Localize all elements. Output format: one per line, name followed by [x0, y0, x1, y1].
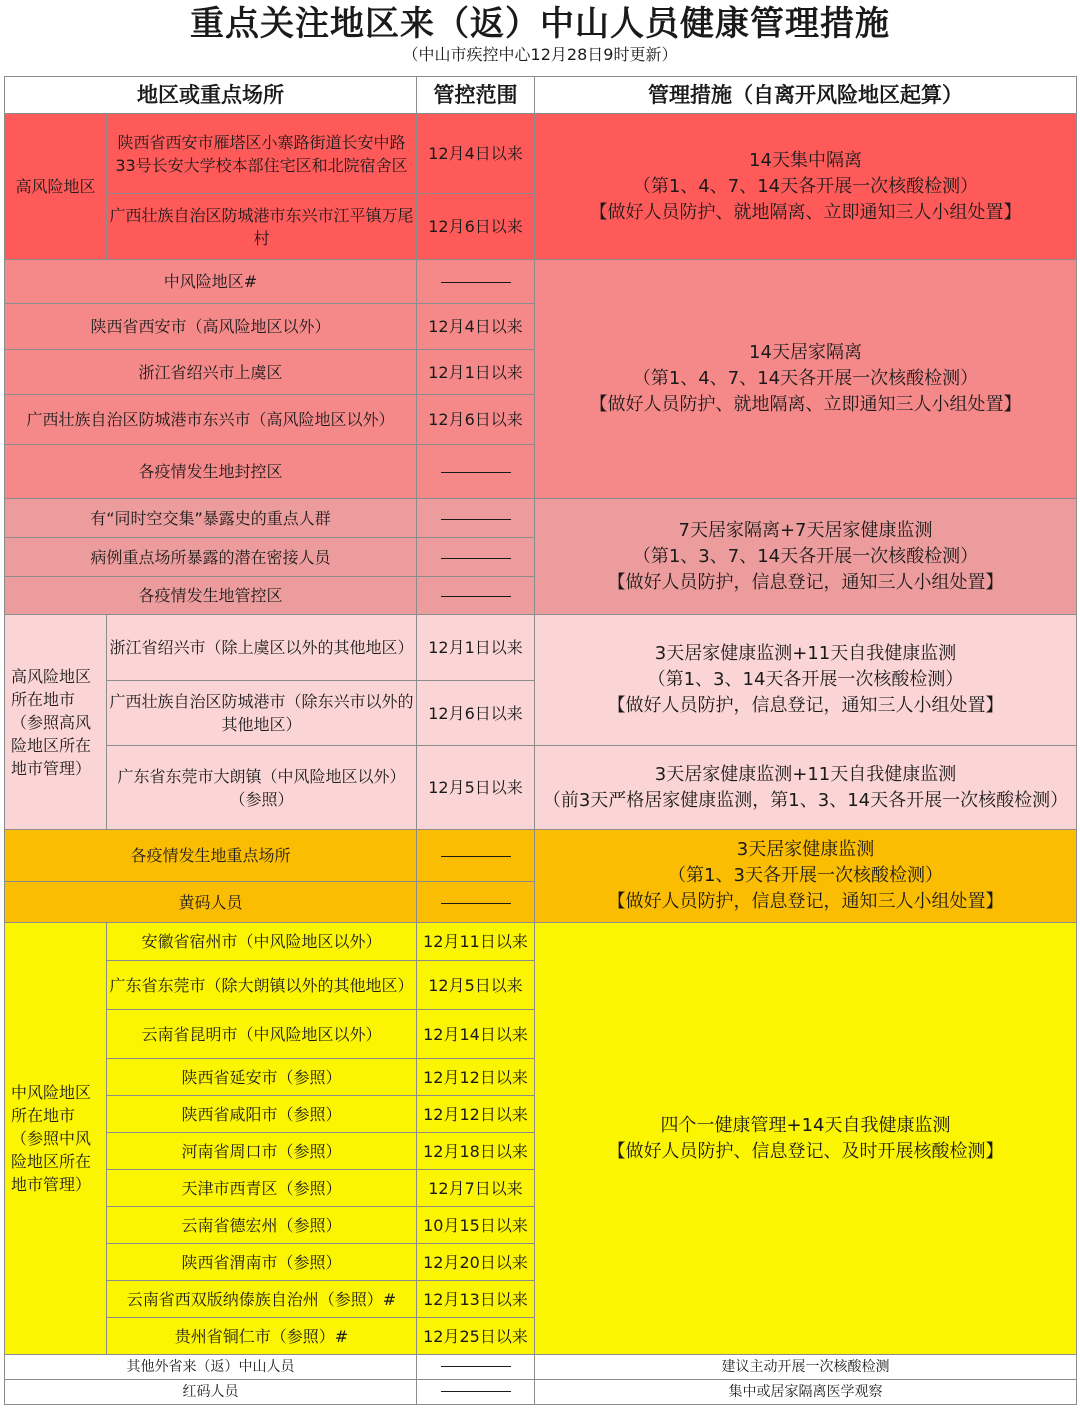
scope-cell: 12月6日以来	[417, 395, 535, 445]
measure-cell	[535, 923, 1077, 1355]
scope-cell	[417, 577, 535, 615]
area-cell: 红码人员	[5, 1380, 417, 1405]
dash-line	[441, 558, 511, 559]
scope-cell: 12月6日以来	[417, 194, 535, 260]
dash-line	[441, 903, 511, 904]
measure-line: 14天集中隔离	[749, 149, 862, 171]
group-label: 中风险地区所在地市（参照中风险地区所在地市管理）	[5, 923, 107, 1355]
scope-cell: 12月20日以来	[417, 1244, 535, 1281]
measure-cell: 集中或居家隔离医学观察	[535, 1380, 1077, 1405]
table-row	[5, 1355, 1077, 1380]
dash-line	[441, 856, 511, 857]
scope-cell: 10月15日以来	[417, 1207, 535, 1244]
scope-cell: 12月11日以来	[417, 923, 535, 961]
page-title: 重点关注地区来（返）中山人员健康管理措施	[190, 4, 890, 44]
table-row	[5, 499, 1077, 538]
area-cell: 云南省德宏州（参照）	[107, 1207, 417, 1244]
area-cell: 贵州省铜仁市（参照）#	[107, 1318, 417, 1355]
measure-line: 【做好人员防护，信息登记，通知三人小组处置】	[607, 695, 1004, 716]
dash-line	[441, 1366, 511, 1367]
area-cell: 陕西省咸阳市（参照）	[107, 1096, 417, 1133]
measure-line: （第1、3天各开展一次核酸检测）	[668, 865, 943, 886]
scope-cell	[417, 538, 535, 577]
measure-cell: 建议主动开展一次核酸检测	[535, 1355, 1077, 1380]
scope-cell: 12月1日以来	[417, 615, 535, 681]
area-cell: 各疫情发生地重点场所	[5, 830, 417, 882]
area-cell: 广西壮族自治区防城港市（除东兴市以外的其他地区）	[107, 681, 417, 746]
measure-line: （第1、3、14天各开展一次核酸检测）	[647, 669, 964, 690]
scope-cell: 12月14日以来	[417, 1010, 535, 1059]
area-cell: 浙江省绍兴市（除上虞区以外的其他地区）	[107, 615, 417, 681]
measure-line: 【做好人员防护、就地隔离、立即通知三人小组处置】	[589, 201, 1022, 223]
area-cell: 病例重点场所暴露的潜在密接人员	[5, 538, 417, 577]
table-row	[5, 923, 1077, 961]
dash-line	[441, 1391, 511, 1392]
area-cell: 中风险地区#	[5, 260, 417, 304]
table-row	[5, 615, 1077, 681]
scope-cell: 12月4日以来	[417, 304, 535, 350]
area-cell: 各疫情发生地管控区	[5, 577, 417, 615]
area-cell: 云南省昆明市（中风险地区以外）	[107, 1010, 417, 1059]
measure-cell	[535, 114, 1077, 260]
scope-cell	[417, 445, 535, 499]
scope-cell: 12月25日以来	[417, 1318, 535, 1355]
measure-line: 7天居家隔离+7天居家健康监测	[678, 519, 933, 541]
scope-cell	[417, 882, 535, 923]
scope-cell: 12月7日以来	[417, 1170, 535, 1207]
measure-line: （第1、3、7、14天各开展一次核酸检测）	[632, 545, 979, 567]
scope-cell: 12月13日以来	[417, 1281, 535, 1318]
scope-cell	[417, 830, 535, 882]
area-cell: 广东省东莞市大朗镇（中风险地区以外）（参照）	[107, 746, 417, 830]
update-note: （中山市疾控中心12月28日9时更新）	[402, 45, 678, 64]
scope-cell: 12月6日以来	[417, 681, 535, 746]
area-cell: 广西壮族自治区防城港市东兴市江平镇万尾村	[107, 194, 417, 260]
measure-cell	[535, 499, 1077, 615]
area-cell: 云南省西双版纳傣族自治州（参照）#	[107, 1281, 417, 1318]
area-cell: 陕西省西安市（高风险地区以外）	[5, 304, 417, 350]
area-cell: 广西壮族自治区防城港市东兴市（高风险地区以外）	[5, 395, 417, 445]
measure-line: （第1、4、7、14天各开展一次核酸检测）	[632, 175, 979, 197]
header-measure: 管理措施（自离开风险地区起算）	[535, 77, 1077, 114]
table-row	[5, 830, 1077, 882]
measure-line: 【做好人员防护、就地隔离、立即通知三人小组处置】	[589, 394, 1022, 415]
measure-cell	[535, 260, 1077, 499]
scope-cell: 12月5日以来	[417, 961, 535, 1010]
scope-cell: 12月4日以来	[417, 114, 535, 194]
group-label: 高风险地区	[5, 114, 107, 260]
group-label: 高风险地区所在地市（参照高风险地区所在地市管理）	[5, 615, 107, 830]
measure-line: （第1、4、7、14天各开展一次核酸检测）	[632, 368, 979, 389]
measure-line: 四个一健康管理+14天自我健康监测	[660, 1114, 951, 1136]
scope-cell	[417, 260, 535, 304]
area-cell: 有“同时空交集”暴露史的重点人群	[5, 499, 417, 538]
scope-cell: 12月12日以来	[417, 1096, 535, 1133]
area-cell: 其他外省来（返）中山人员	[5, 1355, 417, 1380]
header-scope: 管控范围	[417, 77, 535, 114]
area-cell: 广东省东莞市（除大朗镇以外的其他地区）	[107, 961, 417, 1010]
area-cell: 陕西省渭南市（参照）	[107, 1244, 417, 1281]
area-cell: 浙江省绍兴市上虞区	[5, 350, 417, 395]
scope-cell: 12月18日以来	[417, 1133, 535, 1170]
measure-line: （前3天严格居家健康监测，第1、3、14天各开展一次核酸检测）	[542, 789, 1069, 811]
measure-line: 【做好人员防护，信息登记，通知三人小组处置】	[607, 571, 1004, 593]
measure-line: 【做好人员防护、信息登记、及时开展核酸检测】	[607, 1140, 1004, 1162]
health-measures-table	[4, 76, 1077, 1405]
area-cell: 陕西省西安市雁塔区小寨路街道长安中路33号长安大学校本部住宅区和北院宿舍区	[107, 114, 417, 194]
area-cell: 安徽省宿州市（中风险地区以外）	[107, 923, 417, 961]
measure-cell	[535, 746, 1077, 830]
area-cell: 黄码人员	[5, 882, 417, 923]
measure-cell	[535, 830, 1077, 923]
scope-cell: 12月5日以来	[417, 746, 535, 830]
dash-line	[441, 596, 511, 597]
area-cell: 各疫情发生地封控区	[5, 445, 417, 499]
scope-cell	[417, 1355, 535, 1380]
measure-cell	[535, 615, 1077, 746]
area-cell: 河南省周口市（参照）	[107, 1133, 417, 1170]
measure-line: 3天居家健康监测+11天自我健康监测	[654, 763, 957, 785]
header-area: 地区或重点场所	[5, 77, 417, 114]
scope-cell: 12月1日以来	[417, 350, 535, 395]
measure-line: 14天居家隔离	[749, 342, 862, 363]
scope-cell	[417, 1380, 535, 1405]
scope-cell: 12月12日以来	[417, 1059, 535, 1096]
table-row	[5, 1380, 1077, 1405]
dash-line	[441, 519, 511, 520]
measure-line: 3天居家健康监测+11天自我健康监测	[654, 643, 957, 664]
header-row	[5, 77, 1077, 114]
area-cell: 天津市西青区（参照）	[107, 1170, 417, 1207]
measure-line: 【做好人员防护，信息登记，通知三人小组处置】	[607, 891, 1004, 912]
dash-line	[441, 282, 511, 283]
measure-line: 3天居家健康监测	[736, 839, 875, 860]
table-row	[5, 114, 1077, 194]
area-cell: 陕西省延安市（参照）	[107, 1059, 417, 1096]
dash-line	[441, 472, 511, 473]
table-row	[5, 746, 1077, 830]
table-row	[5, 260, 1077, 304]
scope-cell	[417, 499, 535, 538]
